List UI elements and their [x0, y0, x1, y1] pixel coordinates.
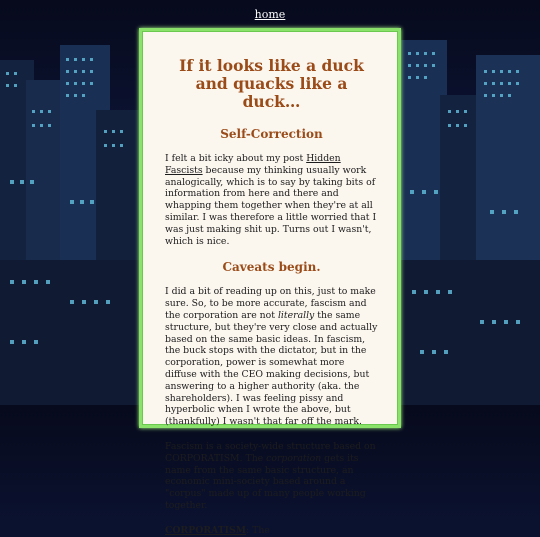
article-title: If it looks like a duck and quacks like a duck…: [179, 56, 364, 111]
paragraph-text: : The: [246, 524, 270, 536]
section-heading-caveats: Caveats begin.: [222, 260, 321, 275]
term-corporatism: CORPORATISM: [165, 524, 247, 536]
paragraph-text: I did a bit of reading up on this, just to make sure. So, to be more accurate, fascism and the corporation are not: [165, 286, 376, 321]
top-nav: [0, 8, 540, 21]
section-heading-self-correction: Self-Correction: [220, 127, 323, 141]
paragraph-text: because my thinking usually work analogically, which is to say by taking bits of information from here and there and whapping them together when they're at all similar. I was therefore a little worried that I was just making shit up. Turns out I wasn't, which is nice.: [165, 164, 377, 247]
paragraph-corporatism: [165, 525, 378, 537]
article-panel: [139, 28, 401, 536]
home-link[interactable]: home: [254, 8, 286, 21]
paragraph-self-correction: [165, 153, 378, 247]
paragraph-text: I felt a bit icky about my post: [165, 153, 307, 164]
paragraph-fascism: [165, 441, 378, 512]
paragraph-text: the same structure, but they're very close and actually based on the same basic ideas. In fascism, the buck stops with the dictator, but in the corporation, power is somewhat more diffuse with the CEO making decisions, but answering to a higher authority (aka. the shareholders). I was feeling pissy and hyperbolic when I wrote the above, but (thankfully) I wasn't that far off the mark.: [165, 309, 378, 428]
paragraph-caveats: [165, 286, 378, 428]
emphasis-literally: literally: [277, 309, 315, 321]
hidden-fascists-link[interactable]: Hidden Fascists: [165, 153, 341, 176]
paragraph-text: Fascism is a society-wide structure based on CORPORATISM. The: [165, 440, 376, 464]
emphasis-corporation: corporation: [266, 452, 322, 464]
paragraph-text: gets its name from the same basic structure, an economic mini-society based around a "corpus" made up of many people working together.: [165, 452, 366, 511]
